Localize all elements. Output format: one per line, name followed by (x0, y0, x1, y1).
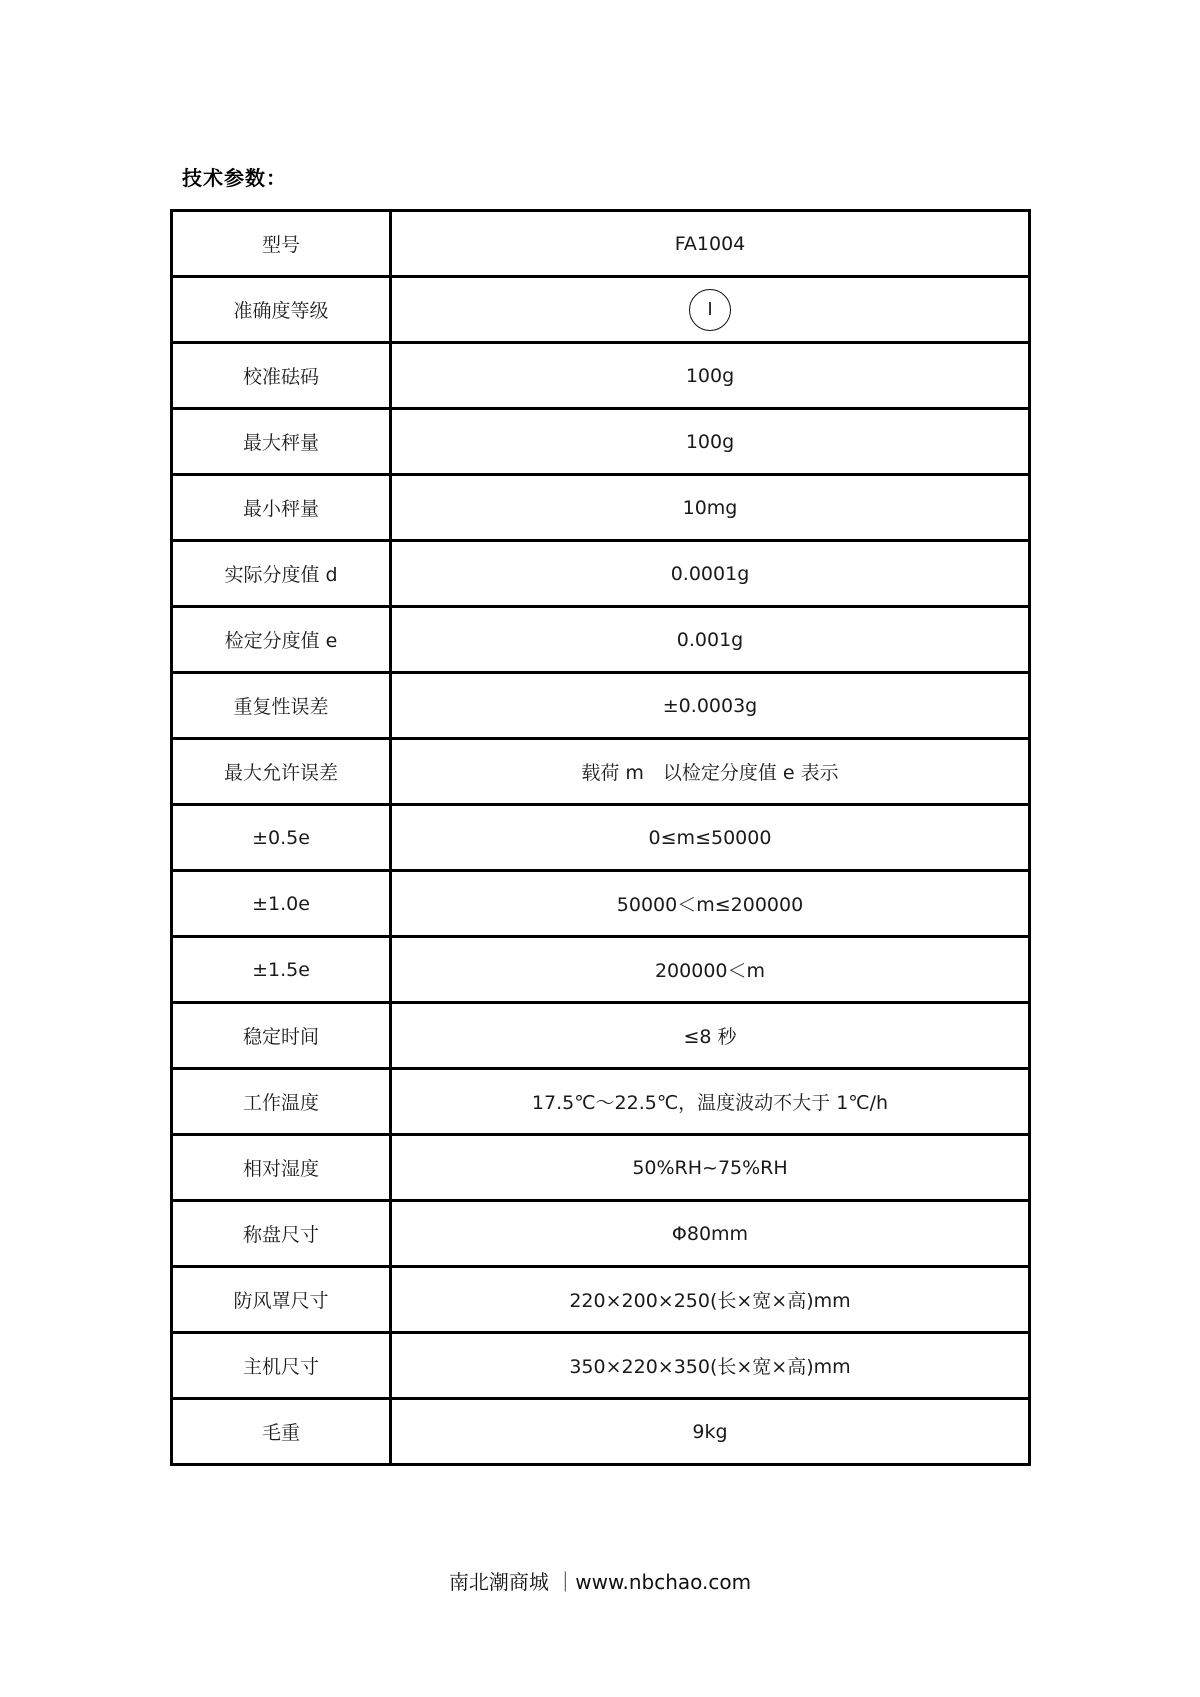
table-row (172, 541, 1030, 607)
row-value: ±0.0003g (391, 673, 1030, 739)
table-row (172, 937, 1030, 1003)
row-label: 相对湿度 (172, 1135, 391, 1201)
row-label: 主机尺寸 (172, 1333, 391, 1399)
row-value: 0.0001g (391, 541, 1030, 607)
table-row (172, 343, 1030, 409)
row-label: 实际分度值 d (172, 541, 391, 607)
row-value: 0.001g (391, 607, 1030, 673)
spec-table (170, 209, 1031, 1466)
table-row (172, 607, 1030, 673)
footer-site-credit: 南北潮商城 ｜www.nbchao.com (448, 1570, 752, 1594)
row-label: 准确度等级 (172, 277, 391, 343)
row-value: 350×220×350(长×宽×高)mm (391, 1333, 1030, 1399)
row-label: 工作温度 (172, 1069, 391, 1135)
row-label: 最大允许误差 (172, 739, 391, 805)
table-row (172, 1135, 1030, 1201)
row-value: 50%RH~75%RH (391, 1135, 1030, 1201)
table-row (172, 1201, 1030, 1267)
table-row (172, 475, 1030, 541)
row-value: 100g (391, 409, 1030, 475)
row-label: 校准砝码 (172, 343, 391, 409)
table-row (172, 277, 1030, 343)
table-row (172, 1267, 1030, 1333)
accuracy-class-circle-icon: I (689, 289, 731, 331)
row-value: 9kg (391, 1399, 1030, 1465)
row-value: 0≤m≤50000 (391, 805, 1030, 871)
row-value: 220×200×250(长×宽×高)mm (391, 1267, 1030, 1333)
row-value: 100g (391, 343, 1030, 409)
row-label: 稳定时间 (172, 1003, 391, 1069)
row-value: ≤8 秒 (391, 1003, 1030, 1069)
row-label: 最小秤量 (172, 475, 391, 541)
table-row (172, 1069, 1030, 1135)
row-label: ±1.0e (172, 871, 391, 937)
table-row (172, 673, 1030, 739)
table-row (172, 409, 1030, 475)
row-label: 重复性误差 (172, 673, 391, 739)
table-row (172, 805, 1030, 871)
row-value: 17.5℃～22.5℃，温度波动不大于 1℃/h (391, 1069, 1030, 1135)
row-label: ±0.5e (172, 805, 391, 871)
table-row (172, 1333, 1030, 1399)
row-label: ±1.5e (172, 937, 391, 1003)
row-label: 防风罩尺寸 (172, 1267, 391, 1333)
row-label: 称盘尺寸 (172, 1201, 391, 1267)
row-label: 最大秤量 (172, 409, 391, 475)
section-heading: 技术参数： (182, 166, 287, 190)
row-value: 载荷 m 以检定分度值 e 表示 (391, 739, 1030, 805)
table-row (172, 871, 1030, 937)
table-row (172, 211, 1030, 277)
row-value: 200000＜m (391, 937, 1030, 1003)
row-label: 毛重 (172, 1399, 391, 1465)
table-row (172, 1003, 1030, 1069)
row-value: Φ80mm (391, 1201, 1030, 1267)
table-row (172, 739, 1030, 805)
table-row (172, 1399, 1030, 1465)
row-value: 10mg (391, 475, 1030, 541)
row-value (391, 277, 1030, 343)
row-value: 50000＜m≤200000 (391, 871, 1030, 937)
row-label: 检定分度值 e (172, 607, 391, 673)
row-value: FA1004 (391, 211, 1030, 277)
row-label: 型号 (172, 211, 391, 277)
